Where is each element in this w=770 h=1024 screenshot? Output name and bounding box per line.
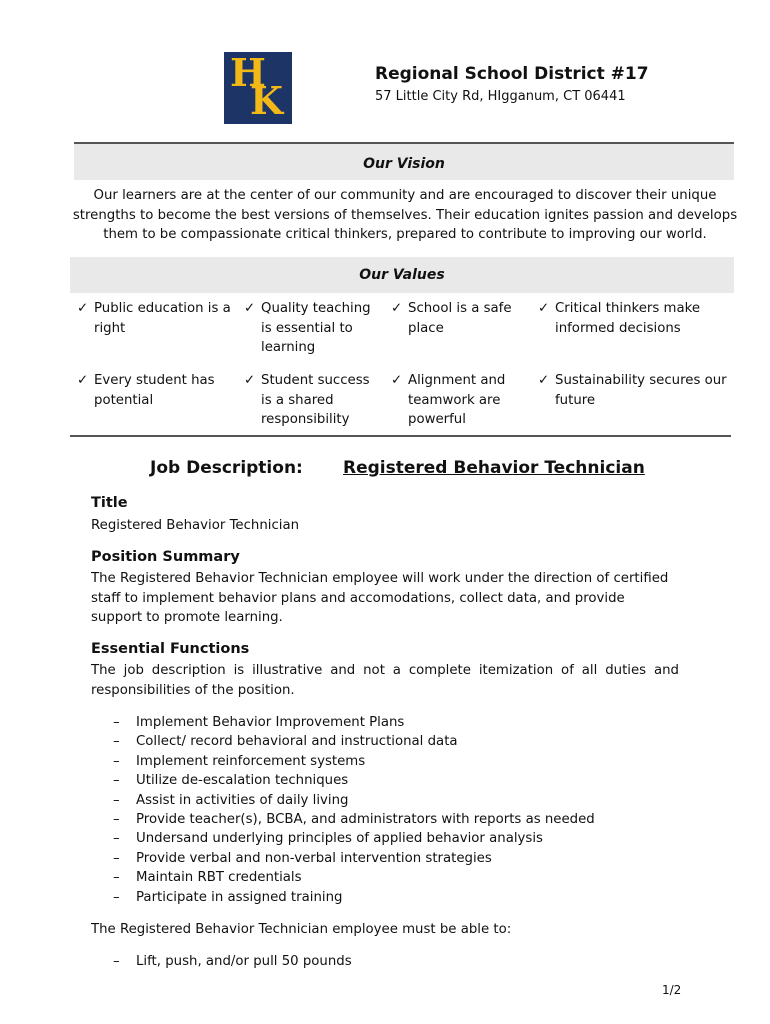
value-item [391,299,526,338]
dash-bullet: – [113,734,120,750]
value-text: Public education is a right [94,301,231,336]
district-logo [224,52,292,124]
dash-bullet: – [113,811,120,827]
value-text: School is a safe place [408,301,512,336]
list-item-text: Provide verbal and non-verbal intervention strategies [136,850,492,866]
dash-bullet: – [113,954,120,969]
check-icon: ✓ [538,373,550,388]
job-description-label: Job Description: [150,458,303,478]
check-icon: ✓ [391,373,403,388]
dash-bullet: – [113,773,120,789]
value-item [538,299,705,338]
able-to-intro: The Registered Behavior Technician employee must be able to: [91,922,512,937]
list-item-text: Implement Behavior Improvement Plans [136,715,405,730]
list-item-text: Provide teacher(s), BCBA, and administrators with reports as needed [136,811,595,827]
list-item-text: Lift, push, and/or pull 50 pounds [136,954,352,969]
list-item [113,791,595,810]
list-item [113,713,595,732]
logo-letter-h: H [230,50,266,95]
dash-bullet: – [113,850,120,866]
value-text: Sustainability secures our future [555,373,727,408]
dash-bullet: – [113,715,120,730]
job-title-heading: Registered Behavior Technician [343,458,645,478]
able-to-list [113,952,352,971]
list-item-text: Assist in activities of daily living [136,792,349,808]
value-text: Alignment and teamwork are powerful [408,373,506,428]
list-item-text: Utilize de-escalation techniques [136,773,349,789]
list-item [113,849,595,868]
list-item [113,888,595,907]
value-text: Every student has potential [94,373,215,408]
dash-bullet: – [113,753,120,769]
check-icon: ✓ [77,301,89,316]
dash-bullet: – [113,792,120,808]
page-number: 1/2 [662,983,682,997]
dash-bullet: – [113,831,120,847]
value-text: Student success is a shared responsibility [261,373,370,428]
list-item-text: Undersand underlying principles of applied behavior analysis [136,831,543,847]
list-item [113,952,352,971]
vision-heading: Our Vision [74,142,734,180]
essential-functions-list [113,713,595,907]
values-heading: Our Values [70,257,734,293]
check-icon: ✓ [244,373,256,388]
list-item-text: Collect/ record behavioral and instructional data [136,734,458,750]
value-item [391,371,518,430]
check-icon: ✓ [391,301,403,316]
title-text: Registered Behavior Technician [91,518,300,533]
value-item [77,299,249,338]
list-item [113,752,595,771]
list-item [113,810,595,829]
dash-bullet: – [113,870,120,886]
list-item [113,868,595,887]
list-item-text: Implement reinforcement systems [136,753,366,769]
value-item [538,371,735,410]
list-item [113,732,595,751]
list-item [113,771,595,790]
essential-functions-intro: The job description is illustrative and not a complete itemization of all duties and responsibilities of the position. [91,663,679,698]
value-text: Quality teaching is essential to learning [261,301,371,356]
check-icon: ✓ [244,301,256,316]
essential-functions-heading: Essential Functions [91,641,250,657]
position-summary-text: The Registered Behavior Technician employee will work under the direction of certified staff to implement behavior plans and accomodations, collect data, and provide support to promote learning. [91,571,669,625]
list-item [113,829,595,848]
value-item [244,299,379,358]
value-text: Critical thinkers make informed decisions [555,301,701,336]
district-name: Regional School District #17 [375,64,649,84]
section-divider [70,435,731,437]
title-heading: Title [91,495,128,511]
list-item-text: Participate in assigned training [136,889,343,905]
list-item-text: Maintain RBT credentials [136,870,302,886]
value-item [77,371,224,410]
district-address: 57 Little City Rd, HIgganum, CT 06441 [375,89,626,104]
check-icon: ✓ [538,301,550,316]
position-summary-heading: Position Summary [91,549,240,565]
value-item [244,371,379,430]
logo-letter-k: K [250,78,284,123]
dash-bullet: – [113,889,120,905]
check-icon: ✓ [77,373,89,388]
vision-text: Our learners are at the center of our community and are encouraged to discover their unique strengths to become the best versions of themselves. Their education ignites passion and develops them to be compassionate critical thinkers, prepared to contribute to improving our world. [72,188,738,243]
